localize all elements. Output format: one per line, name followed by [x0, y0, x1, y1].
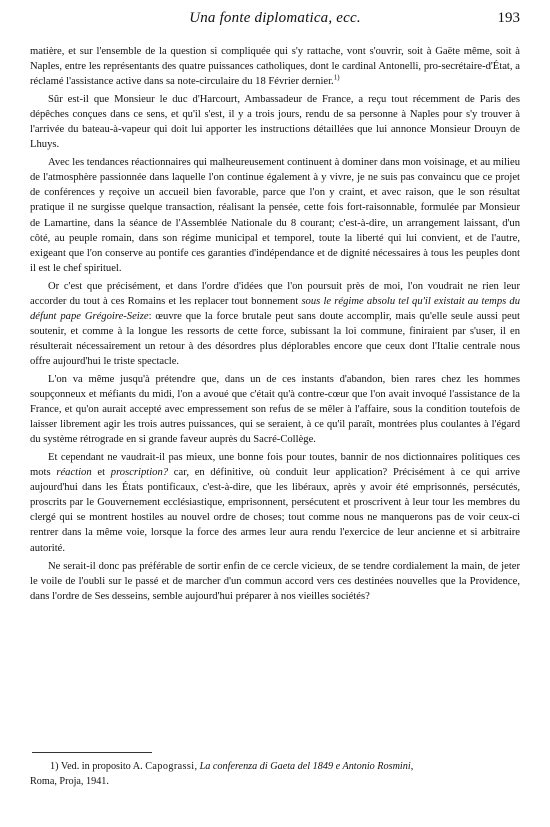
footnote	[30, 760, 520, 789]
paragraph	[30, 372, 520, 447]
paragraph-text: L'on va même jusqu'à prétendre que, dans un de ces instants d'abandon, bien rares chez les hommes soupçonneux et méfiants du midi, l'on a avoué que c'était qu'à contre-cœur que l'on avait invoqué l'assistance de la France, et qu'on aurait accepté avec empressement son refus de se mêler à l'affaire, sous la condition toutefois de laisser librement agir les trois autres puissances, qui se seraient, à ce qu'il paraît, montrées plus coulantes à l'égard du système rétrograde en si grande faveur auprès du Sacré-Collège.	[30, 373, 520, 446]
footnote-publisher: Roma, Proja, 1941.	[30, 775, 109, 787]
paragraph-text: Or c'est que précisément, et dans l'ordre d'idées que l'on poursuit près de moi, l'on voudrait ne rien leur accorder du tout à ces Romains et les replacer tout bonnement	[30, 280, 520, 307]
paragraph-text: car, en définitive, où conduit leur application? Précisément à ce qui arrive aujourd'hui dans les États pontificaux, c'est-à-dire, que les libéraux, après y avoir été emprisonnés, persécutés, proscrits par le Gouvernement ecclésiastique, emprisonnent, persécutent et proscrivent à leur tour les membres du clergé qui se montrent hostiles au nouvel ordre de choses; tout comme nous ne manquerons pas de voir ceux-ci rentrer dans la même voie, lorsque la force des armes leur aura rendu l'exercice de leur ancienne et si arbitraire autorité.	[30, 467, 520, 554]
paragraph-text: Ne serait-il donc pas préférable de sortir enfin de ce cercle vicieux, de se tendre cordialement la main, de jeter le voile de l'oubli sur le passé et de marcher d'un commun accord vers ces destinées nouvelles que la Providence, dans l'ordre de Ses desseins, semble aujourd'hui préparer à nos vieilles sociétés?	[30, 560, 520, 602]
paragraph-text: réaction	[56, 467, 92, 479]
paragraph	[30, 450, 520, 555]
paragraph-text: : œuvre que la force brutale peut sans doute accomplir, mais qu'elle seule aussi peut soutenir, et comme à la longue les ressorts de cette force, subissant la loi commune, finiraient par s'user, il en résulterait nécessairement un retour à des désordres plus déplorables encore que ceux dont l'Italie centrale nous offre aujourd'hui le triste spectacle.	[30, 310, 521, 367]
footnote-line-1: 1) Ved. in proposito A. Capograssi, La conferenza di Gaeta del 1849 e Antonio Rosmini,	[50, 761, 414, 772]
paragraph-text: Sûr est-il que Monsieur le duc d'Harcourt, Ambassadeur de France, a reçu tout récemment de Paris des dépêches conçues dans ce sens, et qu'il s'est, il y a trois jours, rendu de sa personne à Naples pour s'y trouver à l'arrivée du bateau-à-vapeur qui doit lui apporter les instructions détaillées que lui annonce Monsieur Drouyn de Lhuys.	[30, 94, 520, 151]
paragraph-text: Et cependant ne vaudrait-il pas mieux, une bonne fois pour toutes, bannir de nos dictionnaires politiques ces mots	[30, 452, 520, 479]
paragraph-text: sous le régime absolu tel qu'il existait au temps du défunt pape Grégoire-Seize	[30, 295, 521, 322]
footnote-line-2	[30, 775, 520, 790]
paragraph-text: et	[91, 467, 111, 479]
footnote-title: La conferenza di Gaeta del 1849 e Antonio Rosmini	[199, 761, 411, 772]
footnote-prefix: Ved. in proposito A.	[60, 761, 143, 772]
paragraph-text: matière, et sur l'ensemble de la question si compliquée qui s'y rattache, vont s'ouvrir, soit à Gaëte même, soit à Naples, entre les représentants des quatre puissances catholiques, dont le cardinal Antonelli, pro-secrétaire-d'État, a réclamé l'assistance active dans sa note-circulaire du 18 Février dernier.	[30, 46, 520, 88]
paragraph	[30, 279, 520, 369]
footnote-reference: 1)	[333, 73, 340, 82]
paragraph	[30, 44, 520, 89]
paragraph	[30, 559, 520, 604]
body-text	[30, 44, 520, 604]
paragraph	[30, 155, 520, 275]
footnote-divider	[32, 752, 152, 753]
paragraph	[30, 92, 520, 152]
page-number: 193	[497, 10, 520, 26]
page-header	[26, 10, 524, 36]
paragraph-text: Avec les tendances réactionnaires qui malheureusement continuent à dominer dans mon voisinage, et au milieu de l'atmosphère passionnée dans laquelle l'on continue également à y vivre, je ne suis pas convaincu que ce projet de conférences y reçoive un accueil bien favorable, parce que l'on y craint, et avec raison, que le son résultat pratique il ne surgisse quelque transaction, réalisant la pensée, cette fois fort-raisonnable, formulée par Monsieur de Lamartine, dans la séance de l'Assemblée Nationale du 8 courant; c'est-à-dire, un arrangement laissant, d'un côté, au peuple romain, dans son régime municipal et temporel, toute la liberté qui lui convient, et de l'autre, exigeant que l'on conserve au pontife ces garanties d'indépendance et de dignité nécessaires à tous les peuples dont il est le chef spirituel.	[30, 157, 520, 274]
paragraph-text: proscription?	[110, 467, 169, 479]
running-title: Una fonte diplomatica, ecc.	[189, 10, 361, 26]
footnote-marker: 1)	[50, 761, 59, 772]
footnote-author: Capograssi	[145, 761, 195, 772]
